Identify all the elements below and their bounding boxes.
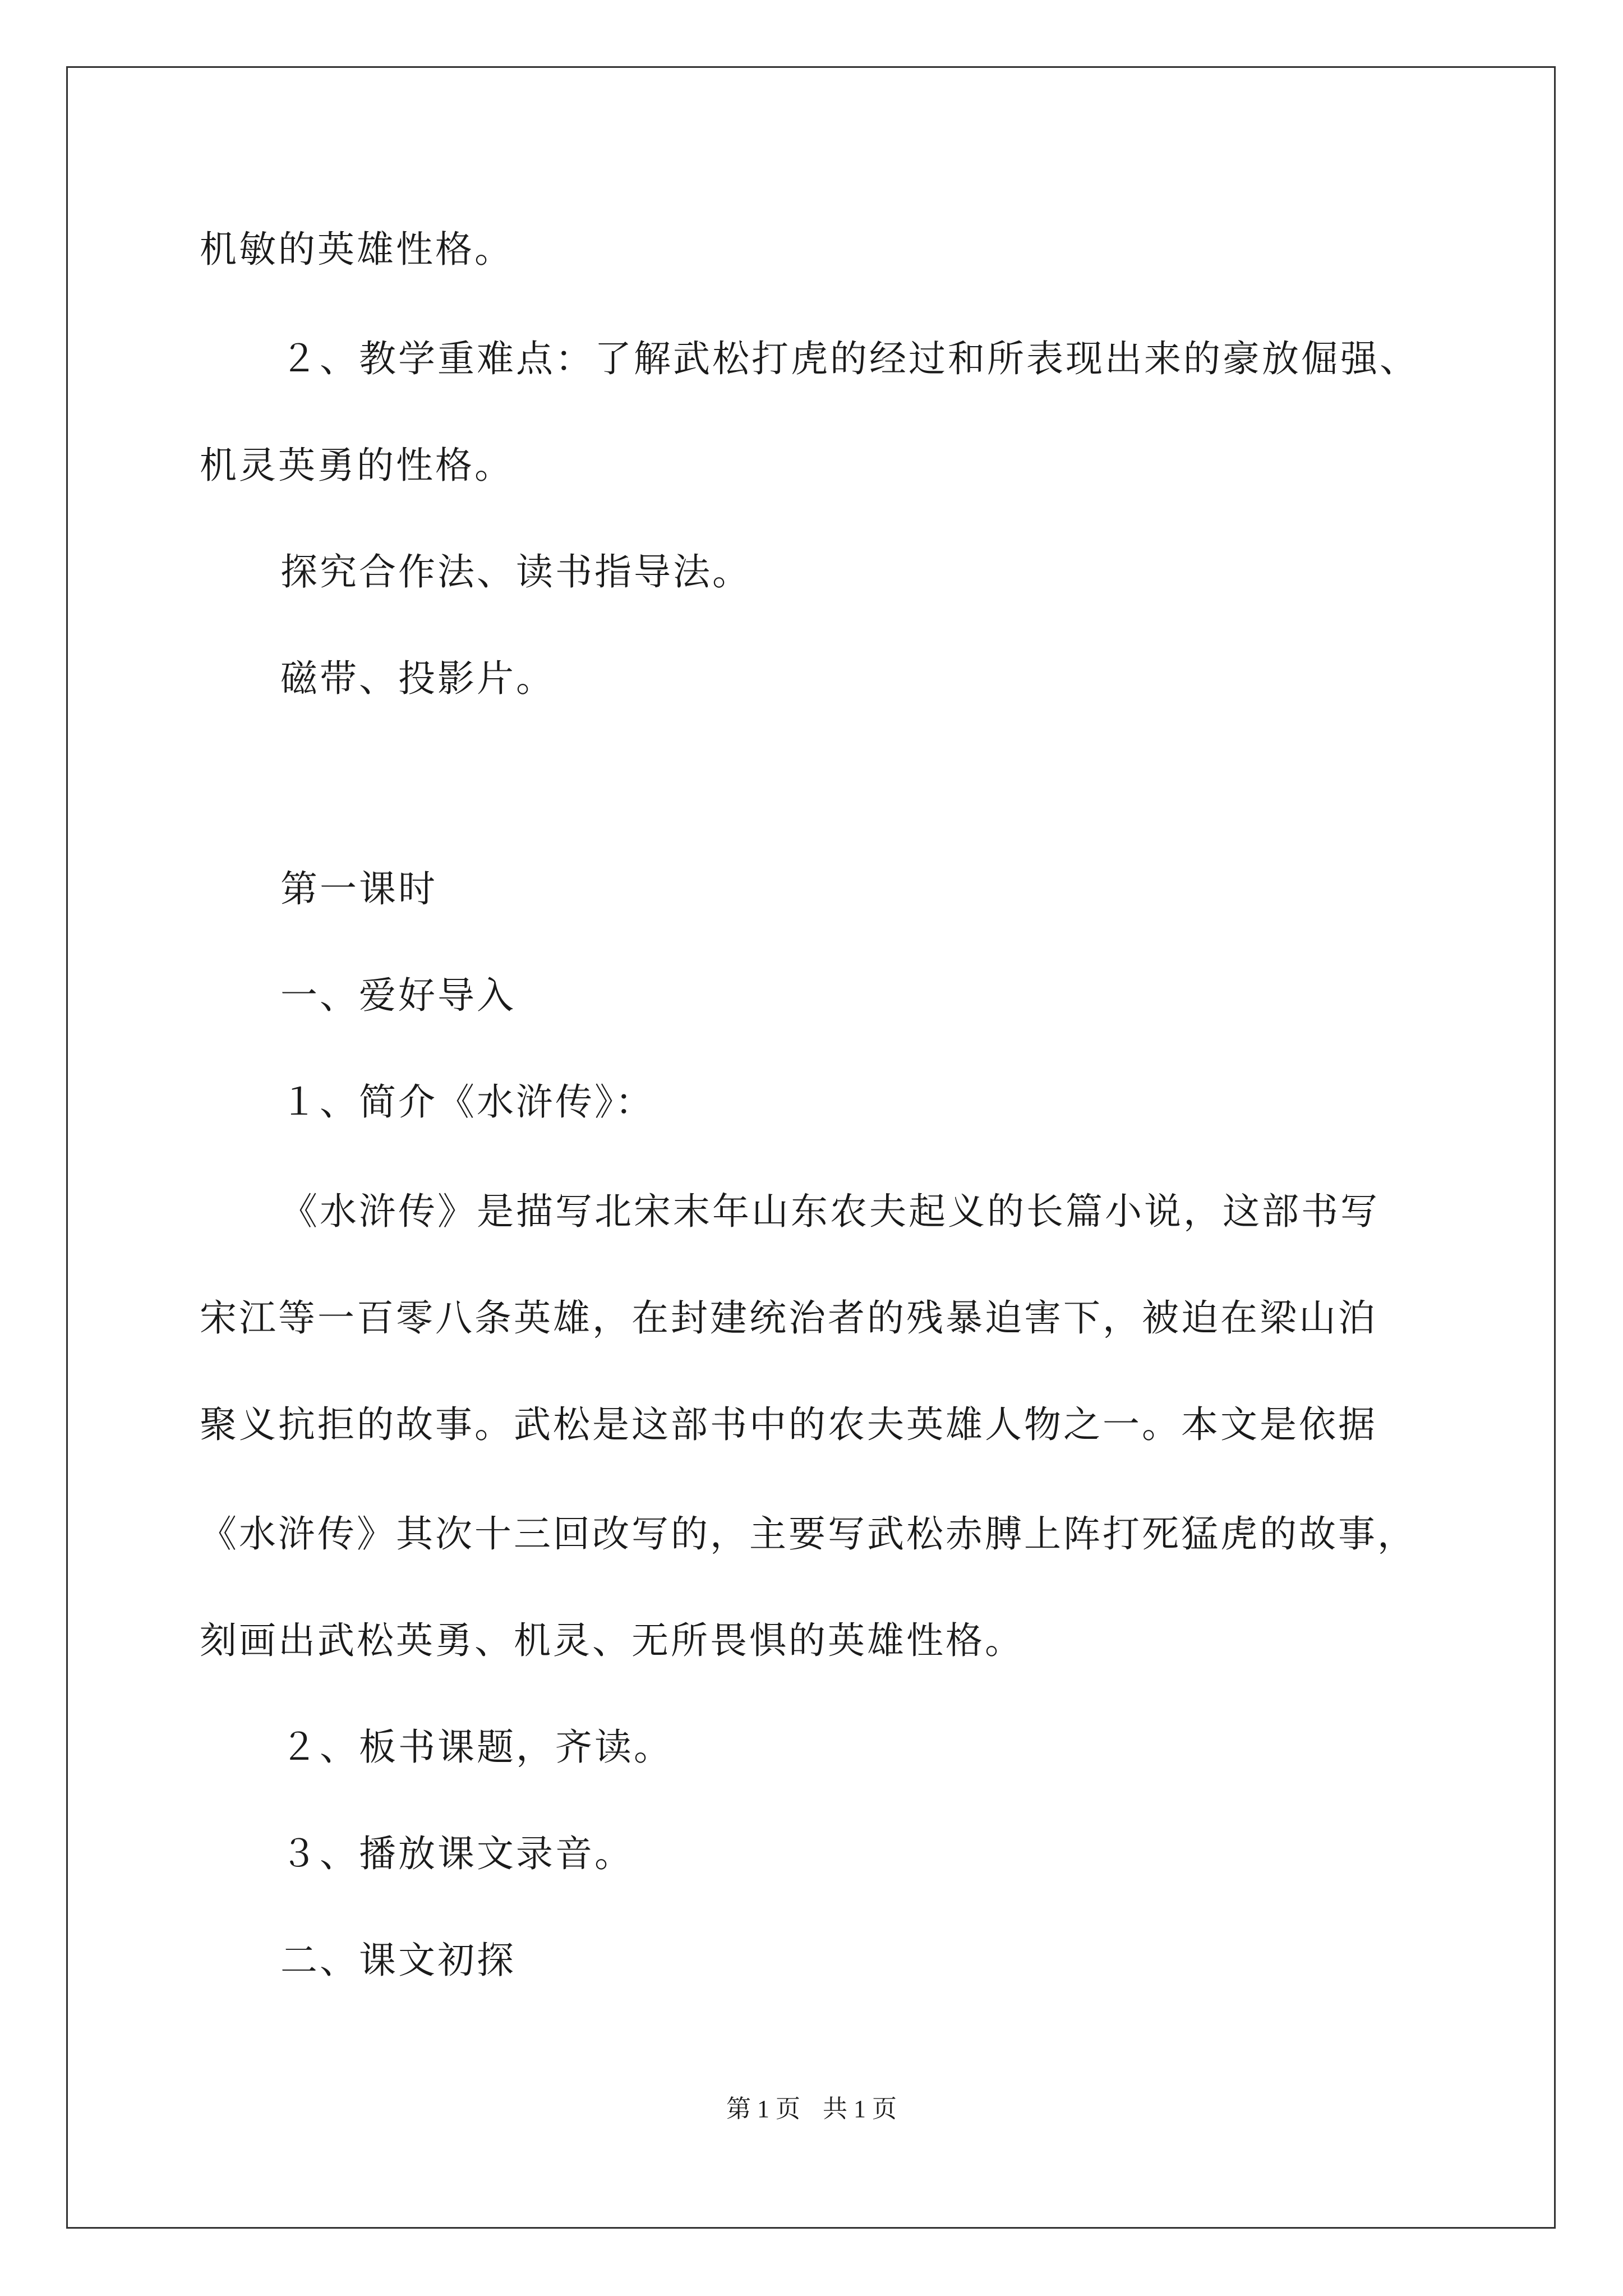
text-line: 探究合作法、读书指导法。 <box>280 550 751 593</box>
paragraph-line: 聚义抗拒的故事。武松是这部书中的农夫英雄人物之一。本文是依据 <box>200 1403 1377 1446</box>
text-line: １、简介《水浒传》： <box>280 1080 654 1124</box>
paragraph-line: 刻画出武松英勇、机灵、无所畏惧的英雄性格。 <box>200 1619 1024 1662</box>
section-heading: 一、爱好导入 <box>280 974 516 1017</box>
paragraph-line: 《水浒传》是描写北宋末年山东农夫起义的长篇小说，这部书写 <box>280 1190 1380 1233</box>
page-border <box>66 66 1556 2229</box>
text-line: 机灵英勇的性格。 <box>200 444 514 487</box>
text-line: ２、板书课题，齐读。 <box>280 1726 673 1769</box>
page-number: 第 1 页 <box>726 2095 800 2123</box>
paragraph-line: 《水浒传》其次十三回改写的，主要写武松赤膊上阵打死猛虎的故事， <box>200 1512 1417 1556</box>
text-line: ２、教学重难点：了解武松打虎的经过和所表现出来的豪放倔强、 <box>280 337 1419 380</box>
text-line: 磁带、投影片。 <box>280 657 555 700</box>
text-line: 机敏的英雄性格。 <box>200 228 514 271</box>
section-heading: 第一课时 <box>280 867 437 910</box>
text-line: ３、播放课文录音。 <box>280 1832 634 1875</box>
paragraph-line: 宋江等一百零八条英雄，在封建统治者的残暴迫害下，被迫在梁山泊 <box>200 1296 1377 1340</box>
section-heading: 二、课文初探 <box>280 1939 516 1982</box>
page-footer <box>0 2092 1623 2126</box>
page-total: 共 1 页 <box>823 2095 897 2123</box>
